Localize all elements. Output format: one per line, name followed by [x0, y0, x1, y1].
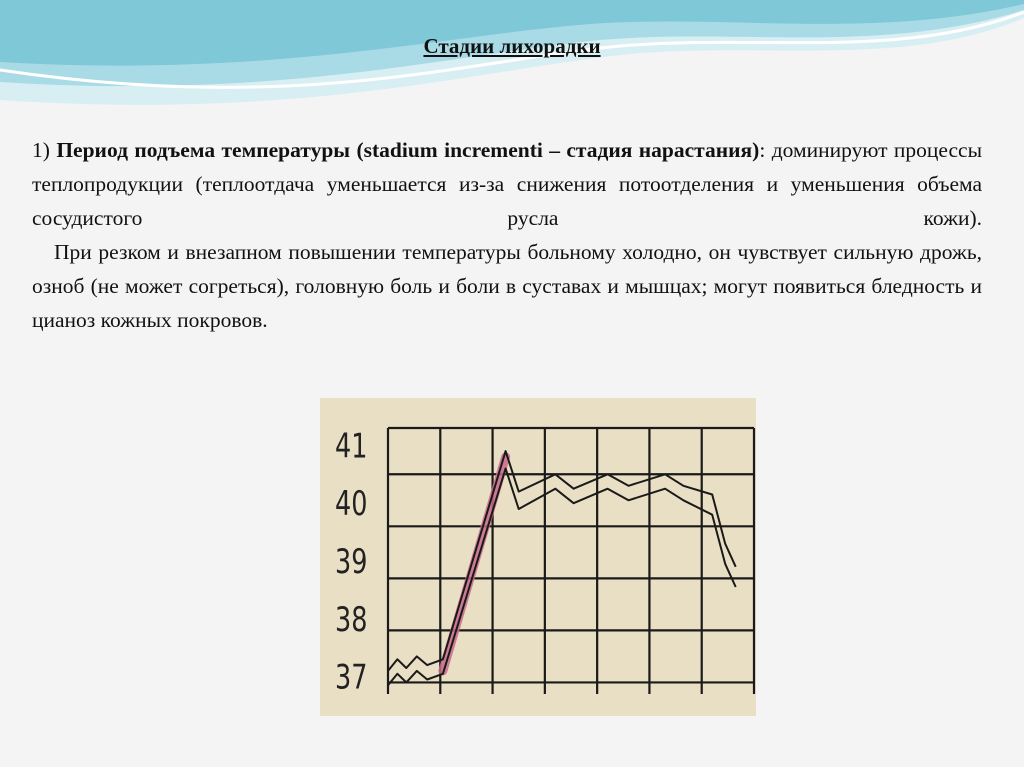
paragraph-stage-1: [32, 133, 982, 235]
paragraph-rest: : доминируют процессы теплопродукции (теплоотдача уменьшается из-за снижения потоотделения и уменьшения объема сосудистого русла кожи).: [32, 138, 983, 230]
item-number: 1): [32, 138, 50, 162]
temperature-chart-svg: [320, 398, 756, 716]
y-tick-label: 39: [335, 542, 368, 583]
temperature-chart: [320, 398, 756, 716]
y-tick-label: 41: [335, 426, 368, 467]
y-tick-label: 38: [335, 600, 368, 640]
y-tick-label: 40: [335, 484, 368, 525]
rise-highlight: [443, 457, 506, 671]
paragraph-symptoms: При резком и внезапном повышении температуры больному холодно, он чувствует сильную дрожь, озноб (не может согреться), головную боль и боли в суставах и мышцах; могут появиться бледность и цианоз кожных покровов.: [32, 240, 982, 332]
header-wave-decoration: [0, 0, 1024, 120]
latin-term: (stadium incrementi – стадия нарастания): [356, 138, 760, 162]
bold-phrase: Период подъема температуры: [56, 138, 351, 162]
slide-title: Стадии лихорадки: [423, 34, 601, 58]
y-tick-label: 37: [335, 658, 368, 698]
body-text: [32, 133, 982, 337]
